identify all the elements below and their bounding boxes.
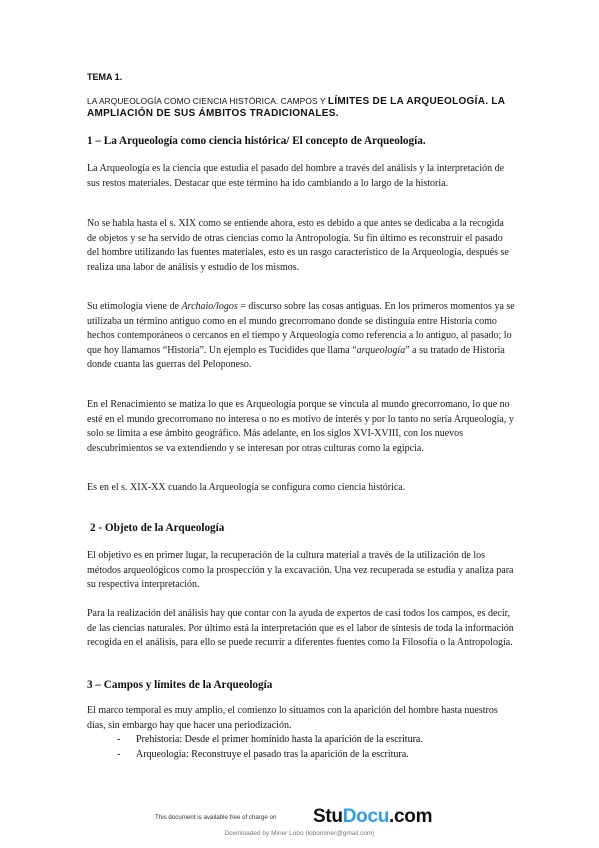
list-item: [117, 748, 517, 763]
topic-title-part1: LA ARQUEOLOGÍA COMO CIENCIA HISTÓRICA. CAMPOS Y: [87, 96, 328, 106]
section3-heading: 3 – Campos y límites de la Arqueología: [87, 679, 273, 691]
studocu-logo[interactable]: [313, 806, 432, 828]
section1-paragraph-4: En el Renacimiento se matiza lo que es Arqueología porque se vincula al mundo grecorromano, lo que no esté en el mundo grecorromano no interesa o no es motivo de interés y por lo tanto no sería Arqueología, y solo se limita a ese ámbito geográfico. Más adelante, en los siglos XVI-XVIII, con los nuevos descubrimientos se va extendiendo y se interesan por otras culturas como la egipcia.: [87, 399, 514, 454]
list-item-text: Arqueología: Reconstruye el pasado tras la aparición de la escritura.: [136, 748, 409, 760]
section1-paragraph-1: La Arqueología es la ciencia que estudia el pasado del hombre a través del análisis y la interpretación de sus restos materiales. Destacar que este término ha ido cambiando a lo largo de la historia.: [87, 163, 505, 189]
bullet-dash: -: [117, 748, 121, 760]
section3-paragraph-1: El marco temporal es muy amplio, el comienzo lo situamos con la aparición del hombre hasta nuestros días, sin embargo hay que hacer una periodización.: [87, 705, 498, 731]
section1-paragraph-2: No se habla hasta el s. XIX como se entiende ahora, esto es debido a que antes se dedicaba a la recogida de objetos y se ha servido de otras ciencias como la Antropología. Su fin último es reconstruir el pasado del hombre utilizando las fuentes materiales, esto es un rasgo característico de la Arqueología, después se realiza una labor de análisis y estudio de los mismos.: [87, 218, 509, 273]
topic-number: TEMA 1.: [87, 72, 123, 82]
downloaded-by-note: Downloaded by Miner Lobo (lobominer@gmail.com): [224, 830, 375, 837]
list-item: [117, 733, 517, 748]
section1-p3-text-c: ” a su tratado de Historia donde cuanta las guerras del Peloponeso.: [87, 344, 505, 371]
periodization-list: [117, 733, 517, 762]
section1-paragraph-3: [87, 300, 515, 373]
logo-docu: Docu: [342, 806, 390, 827]
topic-title: [87, 96, 507, 119]
section2-paragraph-2: Para la realización del análisis hay que contar con la ayuda de expertos de casi todos los campos, es decir, de las ciencias naturales. Por último está la interpretación que es el labor de síntesis de toda la información recogida en el análisis, para ello se puede recurrir a diferentes fuentes como la Filosofía o la Antropología.: [87, 608, 514, 649]
section1-p3-text-a: Su etimología viene de: [87, 301, 182, 312]
availability-note: This document is available free of charge on: [155, 814, 277, 821]
section1-p3-italic-arqueologia: arqueología: [356, 344, 406, 356]
section1-p3-italic-archaio: Archaio/logos: [181, 301, 238, 312]
bullet-dash: -: [117, 734, 121, 745]
section1-heading: 1 – La Arqueología como ciencia histórica/ El concepto de Arqueología.: [87, 135, 426, 147]
topic-title-part2: LÍMITES DE LA ARQUEOLOGÍA. LA AMPLIACIÓN DE SUS ÁMBITOS TRADICIONALES.: [87, 96, 505, 119]
section2-paragraph-1: El objetivo es en primer lugar, la recuperación de la cultura material a través de la utilización de los métodos arqueológicos como la prospección y la excavación. Una vez recuperada se estudia y analiza para su respectiva interpretación.: [87, 550, 514, 591]
logo-com: .com: [389, 806, 433, 827]
section1-paragraph-5: Es en el s. XIX-XX cuando la Arqueología se configura como ciencia histórica.: [87, 482, 406, 493]
list-item-text: Prehistoria: Desde el primer homínido hasta la aparición de la escritura.: [136, 734, 423, 745]
section2-heading: 2 - Objeto de la Arqueología: [90, 522, 225, 534]
logo-stu: Stu: [313, 806, 343, 827]
section1-p3-text-b: = discurso sobre las cosas antiguas. En los primeros momentos ya se utilizaba un término antiguo como en el mundo grecorromano donde se distinguía entre Historia como hechos contemporáneos o cercanos en el tiempo y Arqueología como referencia a lo antiguo, al pasado; lo que hoy llamamos “Historia”. Un ejemplo es Tucídides que llama “: [87, 301, 515, 356]
